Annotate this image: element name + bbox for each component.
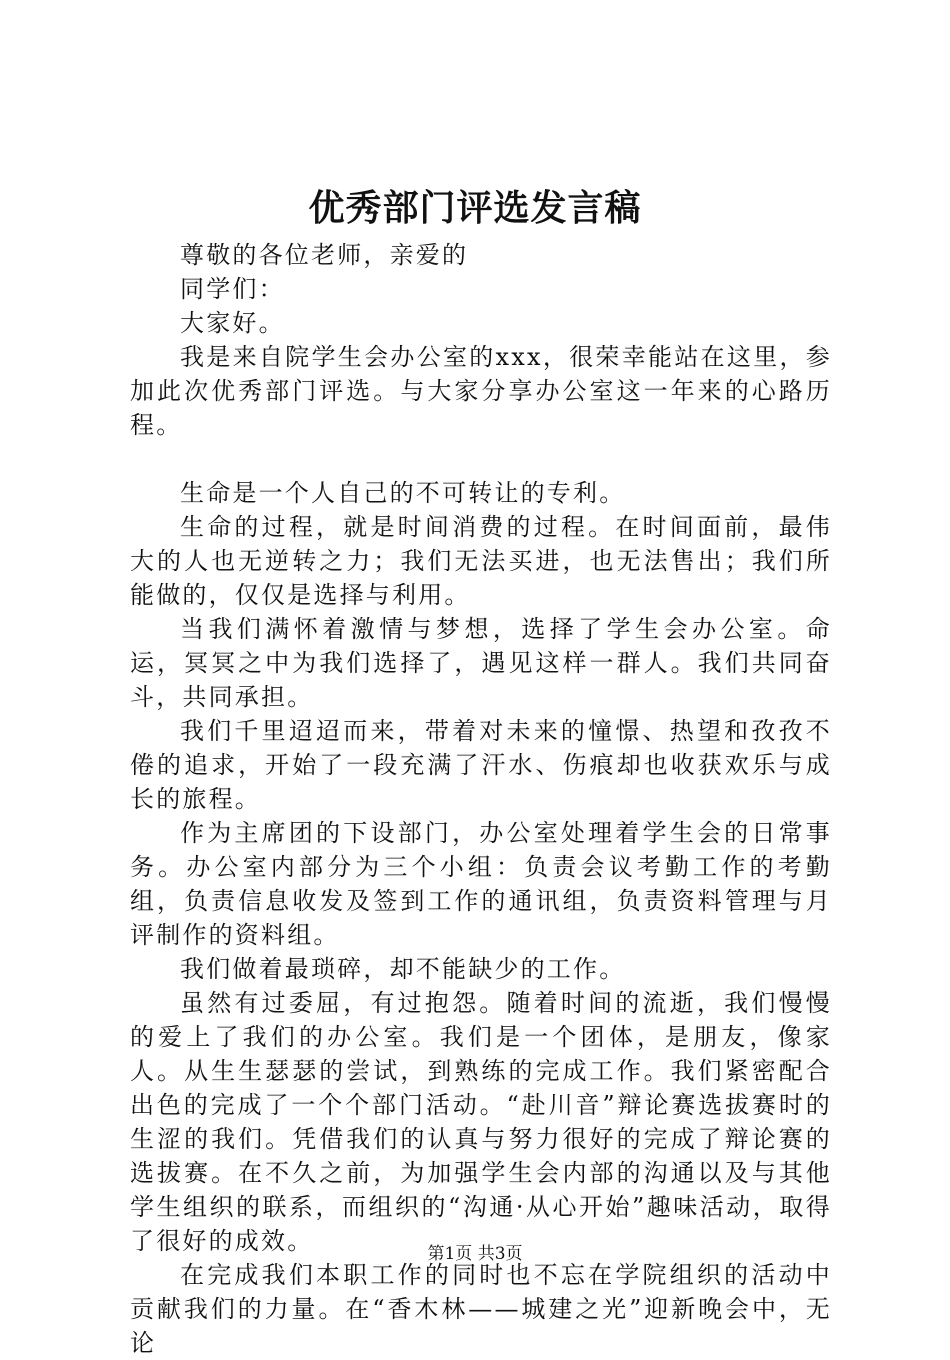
paragraph-life-patent: 生命是一个人自己的不可转让的专利。 xyxy=(180,479,626,507)
paragraph-choice: 当我们满怀着激情与梦想，选择了学生会办公室。命运，冥冥之中为我们选择了，遇见这样一群人。我们共同奋斗，共同承担。 xyxy=(130,615,832,711)
paragraph-salutation-1: 尊敬的各位老师，亲爱的 xyxy=(180,241,469,269)
paragraph-work: 我们做着最琐碎，却不能缺少的工作。 xyxy=(180,955,626,983)
page-number: 第1页 共3页 xyxy=(427,1244,523,1264)
document-body xyxy=(130,238,832,1360)
paragraph-contribution: 在完成我们本职工作的同时也不忘在学院组织的活动中贡献我们的力量。在“香木林——城建之光”迎新晚会中，无论 xyxy=(130,1261,832,1357)
document-title: 优秀部门评选发言稿 xyxy=(308,187,642,229)
paragraph-introduction: 我是来自院学生会办公室的xxx，很荣幸能站在这里，参加此次优秀部门评选。与大家分享办公室这一年来的心路历程。 xyxy=(130,343,832,439)
paragraph-office-structure: 作为主席团的下设部门，办公室处理着学生会的日常事务。办公室内部分为三个小组：负责会议考勤工作的考勤组，负责信息收发及签到工作的通讯组，负责资料管理与月评制作的资料组。 xyxy=(130,819,832,949)
paragraph-salutation-2: 同学们： xyxy=(180,275,285,303)
paragraph-growth: 虽然有过委屈，有过抱怨。随着时间的流逝，我们慢慢的爱上了我们的办公室。我们是一个团体，是朋友，像家人。从生生瑟瑟的尝试，到熟练的完成工作。我们紧密配合出色的完成了一个个部门活动。“赴川音”辩论赛选拔赛时的生涩的我们。凭借我们的认真与努力很好的完成了辩论赛的选拔赛。在不久之前，为加强学生会内部的沟通以及与其他学生组织的联系，而组织的“沟通·从心开始”趣味活动，取得了很好的成效。 xyxy=(130,989,832,1255)
paragraph-spacer xyxy=(130,442,832,476)
paragraph-greeting: 大家好。 xyxy=(180,309,285,337)
paragraph-life-process: 生命的过程，就是时间消费的过程。在时间面前，最伟大的人也无逆转之力；我们无法买进，也无法售出；我们所能做的，仅仅是选择与利用。 xyxy=(130,513,832,609)
paragraph-journey: 我们千里迢迢而来，带着对未来的憧憬、热望和孜孜不倦的追求，开始了一段充满了汗水、伤痕却也收获欢乐与成长的旅程。 xyxy=(130,717,832,813)
